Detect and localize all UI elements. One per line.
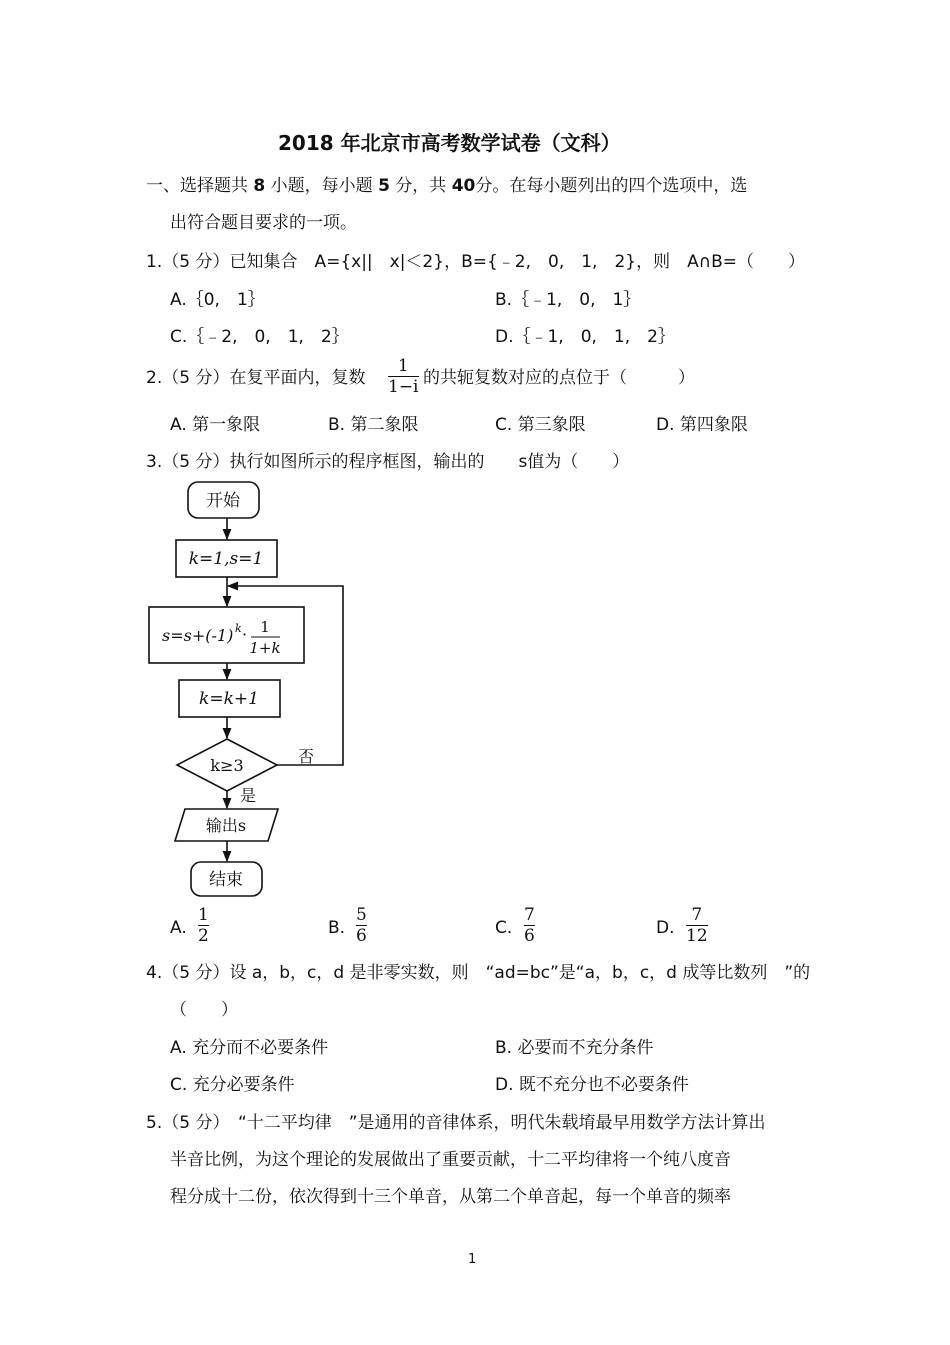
q3-option-b-frac [356, 906, 367, 945]
q4-stem: 4.（5 分）设 a，b，c，d 是非零实数，则 “ad=bc”是“a，b，c，d 成等比数列 ”的 [146, 963, 811, 983]
q1-option-c: C.｛﹣2, 0, 1, 2｝ [170, 327, 349, 347]
q2-stem-a: 2.（5 分）在复平面内，复数 [146, 368, 366, 388]
frac-num: 1 [198, 905, 209, 925]
frac-num: 7 [524, 905, 535, 925]
flow-start-text: 开始 [206, 491, 240, 511]
flow-init-box [176, 540, 277, 577]
q1-option-d: D.｛﹣1, 0, 1, 2｝ [495, 327, 675, 347]
q3-option-d-frac [686, 906, 708, 945]
flow-output-text: 输出s [205, 816, 247, 835]
q5-line3: 程分成十二份，依次得到十三个单音，从第二个单音起，每一个单音的频率 [170, 1187, 731, 1207]
q3-option-d: D. [656, 918, 675, 938]
frac-den: 6 [356, 926, 367, 946]
frac-num: 5 [356, 905, 367, 925]
q4-option-d: D. 既不充分也不必要条件 [495, 1075, 689, 1095]
flow-end-text: 结束 [209, 870, 243, 890]
q3-option-c-frac [524, 906, 535, 945]
q2-option-c: C. 第三象限 [495, 415, 586, 435]
q4-option-c: C. 充分必要条件 [170, 1075, 295, 1095]
section-count: 8 [253, 176, 266, 196]
q2-option-d: D. 第四象限 [656, 415, 748, 435]
frac-den: 2 [198, 926, 209, 946]
flow-end-box [191, 862, 262, 896]
q2-stem-b: 的共轭复数对应的点位于（ ） [423, 368, 695, 388]
flow-inc-text: k=k+1 [199, 689, 259, 709]
q2-option-b: B. 第二象限 [328, 415, 419, 435]
flow-start-box [188, 482, 259, 518]
flow-update-exp: k [235, 622, 242, 635]
flow-cond-diamond [177, 739, 277, 791]
flow-init-text: k=1,s=1 [188, 549, 264, 569]
frac-den: 12 [686, 926, 708, 946]
flow-update-text: s=s+(-1) [162, 626, 234, 645]
flow-cond-text: k≥3 [210, 756, 244, 775]
q3-option-a: A. [170, 918, 187, 938]
q4-option-a: A. 充分而不必要条件 [170, 1038, 329, 1058]
section-text-d: 分。在每小题列出的四个选项中，选 [475, 176, 748, 196]
flow-update-frac-den: 1+k [249, 639, 281, 657]
flow-update-frac-num: 1 [260, 618, 270, 636]
frac-den: 6 [524, 926, 535, 946]
section-points: 5 [378, 176, 390, 196]
section-text-b: 小题，每小题 [270, 176, 373, 196]
page-title: 2018 年北京市高考数学试卷（文科） [278, 131, 621, 155]
q4-option-b: B. 必要而不充分条件 [495, 1038, 654, 1058]
section-total: 40 [451, 176, 476, 196]
section-text-c: 分，共 [395, 176, 447, 196]
section-intro-line2: 出符合题目要求的一项。 [170, 213, 357, 233]
page-number: 1 [468, 1252, 477, 1267]
q2-option-a: A. 第一象限 [170, 415, 261, 435]
q3-option-c: C. [495, 918, 513, 938]
q2-fraction [388, 357, 419, 396]
q2-frac-den: 1−i [388, 377, 419, 397]
q5-line2: 半音比例，为这个理论的发展做出了重要贡献，十二平均律将一个纯八度音 [170, 1150, 731, 1170]
q4-paren: （ ） [170, 1000, 238, 1020]
q5-line1: 5.（5 分） “十二平均律 ”是通用的音律体系，明代朱载堉最早用数学方法计算出 [146, 1113, 766, 1133]
flow-inc-box [179, 680, 280, 717]
flow-loop-line [228, 586, 343, 765]
q3-option-b: B. [328, 918, 346, 938]
flow-output-box [175, 809, 278, 841]
flow-update-box [149, 607, 304, 663]
section-intro [146, 176, 747, 196]
q3-stem: 3.（5 分）执行如图所示的程序框图，输出的 s值为（ ） [146, 452, 630, 472]
flow-no-label: 否 [298, 747, 315, 766]
q3-option-a-frac [198, 906, 209, 945]
frac-num: 7 [691, 905, 703, 925]
q1-option-b: B.｛﹣1, 0, 1｝ [495, 290, 641, 310]
flow-update-dot: · [242, 625, 248, 644]
section-text-a: 一、选择题共 [146, 176, 248, 196]
q1-stem: 1.（5 分）已知集合 A={x|| x|＜2}，B={﹣2, 0, 1, 2}，则 A∩B=（ ） [146, 252, 806, 272]
q1-option-a: A.｛0, 1｝ [170, 290, 265, 310]
q2-frac-num: 1 [397, 356, 409, 376]
flow-yes-label: 是 [240, 786, 257, 805]
